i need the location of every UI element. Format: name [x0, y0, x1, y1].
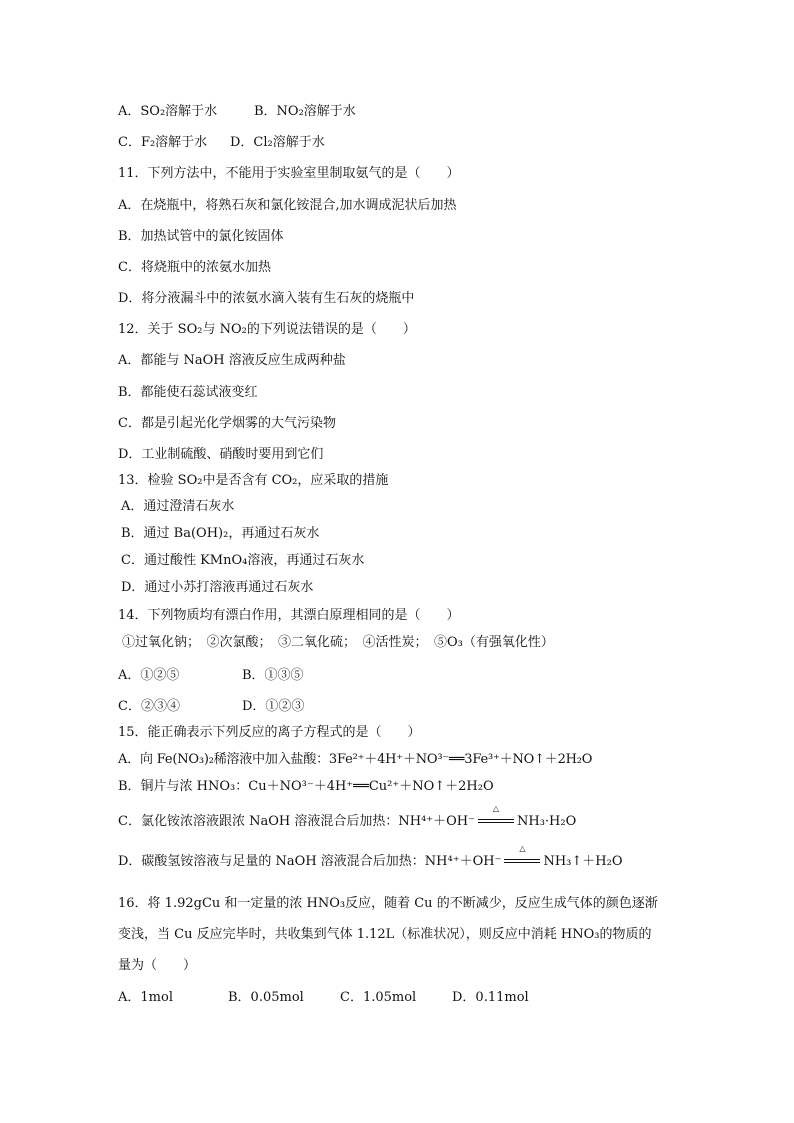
q11-option-a: A．在烧瓶中，将熟石灰和氯化铵混合,加水调成泥状后加热	[118, 198, 457, 213]
q15-option-d-left: D．碳酸氢铵溶液与足量的 NaOH 溶液混合后加热：NH⁴⁺＋OH⁻	[118, 854, 502, 869]
q14-option-b: B．①③⑤	[242, 668, 304, 683]
heat-arrow	[478, 804, 514, 827]
q16-line-1: 16．将 1.92gCu 和一定量的浓 HNO₃反应，随着 Cu 的不断减少，反应生成气体的颜色逐渐	[118, 896, 658, 911]
q16-option-a: A．1mol	[118, 990, 173, 1005]
q15-option-d	[118, 844, 623, 871]
q16-option-d: D．0.11mol	[452, 990, 529, 1005]
q16-options	[118, 989, 529, 1007]
q16-line-3: 量为（ ）	[118, 958, 197, 973]
q12-option-a: A．都能与 NaOH 溶液反应生成两种盐	[118, 353, 346, 368]
q13-option-b: B．通过 Ba(OH)₂，再通过石灰水	[121, 526, 320, 541]
q15-stem: 15．能正确表示下列反应的离子方程式的是（ ）	[118, 725, 421, 740]
q14-options-row1	[118, 667, 304, 685]
q14-option-a: A．①②⑤	[118, 668, 180, 683]
q14-items: ①过氧化钠； ②次氯酸； ③二氧化硫； ④活性炭； ⑤O₃（有强氧化性）	[122, 635, 554, 650]
q12-option-b: B．都能使石蕊试液变红	[118, 385, 258, 400]
heating-triangle-icon: △	[519, 844, 526, 853]
q13-option-a: A．通过澄清石灰水	[121, 499, 235, 514]
q15-option-c-right: NH₃·H₂O	[516, 814, 577, 829]
q12-option-c: C．都是引起光化学烟雾的大气污染物	[118, 416, 336, 431]
heating-triangle-icon: △	[492, 804, 500, 813]
q11-option-b: B．加热试管中的氯化铵固体	[118, 229, 284, 244]
q15-option-c-left: C．氯化铵浓溶液跟浓 NaOH 溶液混合后加热：NH⁴⁺＋OH⁻	[118, 814, 475, 829]
q14-stem: 14．下列物质均有漂白作用，其漂白原理相同的是（ ）	[118, 608, 460, 623]
q10-option-a: A．SO₂溶解于水	[118, 104, 218, 119]
q15-option-b: B．铜片与浓 HNO₃：Cu＋NO³⁻＋4H⁺══Cu²⁺＋NO↑＋2H₂O	[118, 779, 494, 794]
q11-stem: 11．下列方法中，不能用于实验室里制取氨气的是（ ）	[118, 166, 460, 181]
q15-option-a: A．向 Fe(NO₃)₂稀溶液中加入盐酸：3Fe²⁺＋4H⁺＋NO³⁻══3Fe³⁺＋NO↑＋2H₂O	[118, 752, 593, 767]
q14-option-d: D．①②③	[242, 699, 305, 714]
q10-option-c: C．F₂溶解于水	[118, 135, 208, 150]
q10-options-row1	[118, 103, 356, 121]
q12-option-d: D．工业制硫酸、硝酸时要用到它们	[118, 447, 324, 462]
q16-option-b: B．0.05mol	[228, 990, 304, 1005]
q11-option-c: C．将烧瓶中的浓氨水加热	[118, 260, 271, 275]
q13-option-d: D．通过小苏打溶液再通过石灰水	[121, 580, 314, 595]
q14-option-c: C．②③④	[118, 699, 180, 714]
q10-options-row2	[118, 134, 325, 152]
q11-option-d: D．将分液漏斗中的浓氨水滴入装有生石灰的烧瓶中	[118, 291, 415, 306]
q15-option-d-right: NH₃↑＋H₂O	[543, 854, 623, 869]
q13-stem: 13．检验 SO₂中是否含有 CO₂，应采取的措施	[118, 473, 389, 488]
q13-option-c: C．通过酸性 KMnO₄溶液，再通过石灰水	[121, 553, 365, 568]
q14-options-row2	[118, 698, 304, 716]
q16-line-2: 变浅，当 Cu 反应完毕时，共收集到气体 1.12L（标准状况），则反应中消耗 HNO₃的物质的	[118, 927, 652, 942]
q16-option-c: C．1.05mol	[340, 990, 417, 1005]
q10-option-b: B．NO₂溶解于水	[254, 104, 356, 119]
q10-option-d: D．Cl₂溶解于水	[230, 135, 325, 150]
heat-arrow	[504, 844, 540, 867]
q15-option-c	[118, 804, 577, 831]
q12-stem: 12．关于 SO₂与 NO₂的下列说法错误的是（ ）	[118, 322, 416, 337]
